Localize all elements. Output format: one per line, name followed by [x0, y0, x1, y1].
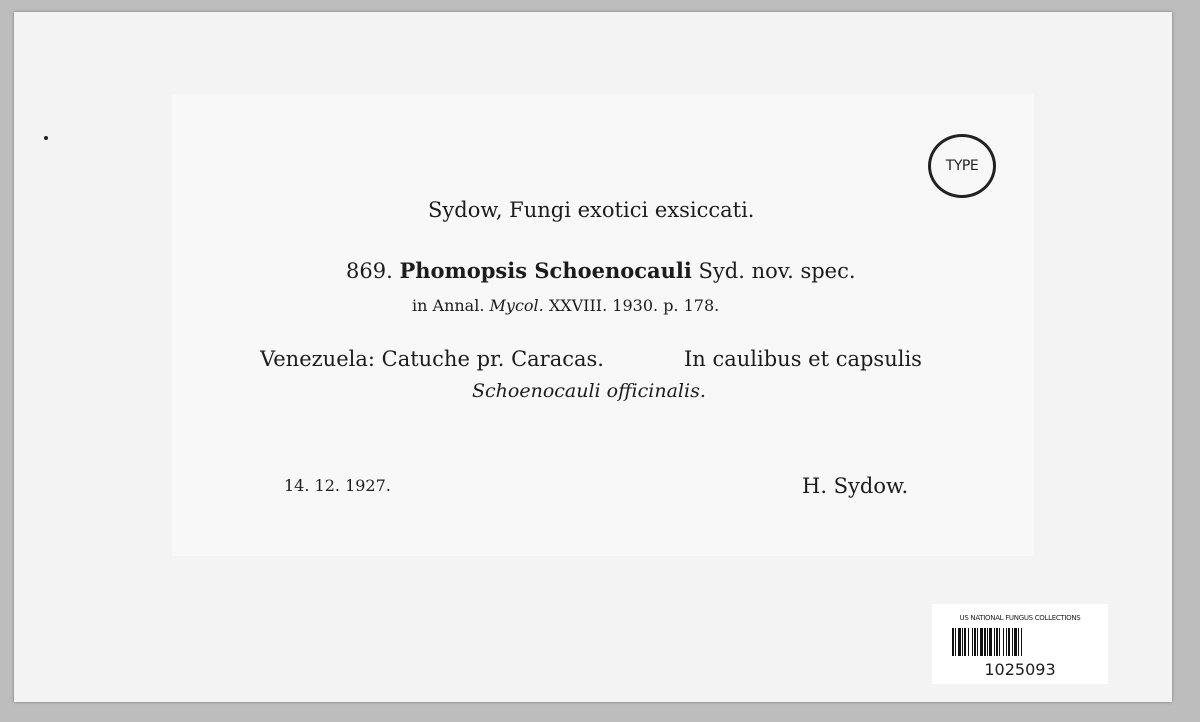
taxon-name: Phomopsis Schoenocauli — [399, 258, 692, 283]
barcode-label — [932, 604, 1108, 684]
specimen-line — [346, 258, 856, 283]
publication-journal: Mycol. — [489, 296, 544, 315]
collector-name: H. Sydow. — [802, 474, 909, 498]
publication-line — [412, 296, 719, 315]
type-stamp-icon — [928, 134, 996, 198]
label-title: Sydow, Fungi exotici exsiccati. — [428, 198, 755, 222]
host-name: Schoenocauli officinalis. — [472, 380, 706, 402]
herbarium-sheet — [14, 12, 1172, 702]
taxon-authority: Syd. nov. spec. — [698, 259, 856, 283]
specimen-number: 869. — [346, 259, 393, 283]
locality: Venezuela: Catuche pr. Caracas. — [260, 347, 604, 371]
barcode-caption: US NATIONAL FUNGUS COLLECTIONS — [959, 614, 1081, 622]
type-stamp-text: TYPE — [945, 158, 979, 174]
publication-prefix: in Annal. — [412, 296, 485, 315]
barcode-icon — [952, 628, 1092, 656]
collection-date: 14. 12. 1927. — [284, 476, 391, 495]
barcode-number: 1025093 — [984, 660, 1056, 679]
specimen-label — [172, 94, 1034, 556]
substrate: In caulibus et capsulis — [684, 347, 922, 371]
publication-details: XXVIII. 1930. p. 178. — [548, 296, 720, 315]
ink-dot — [44, 136, 48, 140]
